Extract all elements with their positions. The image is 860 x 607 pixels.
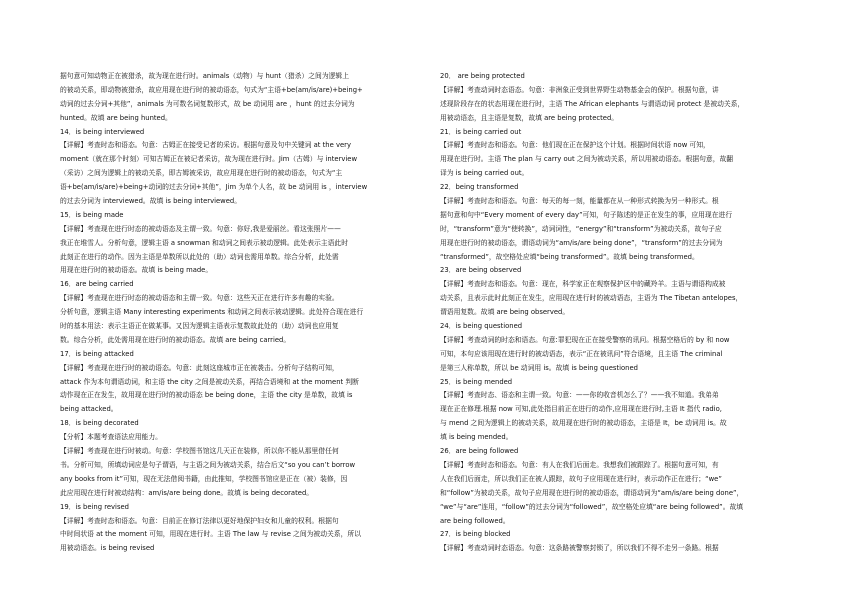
right-column-text-line: 26．are being followed: [440, 447, 519, 456]
left-column-text-line: 分析句意，逻辑主语 Many interesting experiments 和动词之间表示被动逻辑。此处符合现在进行: [60, 308, 364, 317]
left-column-text-line: 的过去分词为 interviewed。故填 is being interviewed。: [60, 197, 242, 206]
right-column-text-line: 可知，本句应该用现在进行时的被动语态，表示“正在被讯问”符合语境，且主语 The criminal: [440, 349, 723, 358]
right-column-text-line: 与 mend 之间为逻辑上的被动关系，故用现在进行时的被动语态，主语是 It，be 动词用 is。故: [440, 419, 727, 428]
left-column-text-line: 中时间状语 at the moment 可知，用现在进行时。主语 The law 与 revise 之间为被动关系，所以: [60, 530, 362, 539]
right-column-text-line: 是第三人称单数，所以 be 动词用 is。故填 is being questioned: [440, 363, 638, 372]
right-column-text-line: 22．being transformed: [440, 183, 519, 192]
right-column-text-line: 【详解】考查时态和语态。句意：他们现在正在保护这个计划。根据时间状语 now 可知，: [440, 141, 710, 150]
right-column-text-line: 27．is being blocked: [440, 530, 511, 539]
left-column-text-line: 【详解】考查现在进行时态的被动语态和主谓一致。句意：这些天正在进行许多有趣的实验。: [60, 294, 339, 303]
left-column-text-line: 我正在堆雪人。分析句意，逻辑主语 a snowman 和动词之间表示被动逻辑。此处表示主语此时: [60, 238, 348, 247]
right-column-text-line: 25．is being mended: [440, 377, 513, 386]
right-column-text-line: 20． are being protected: [440, 72, 525, 80]
left-column-text-line: 【详解】考查现在进行时被动。句意：学校图书馆这几天正在装修，所以你不能从那里借任何: [60, 447, 339, 456]
left-column-text-line: 19．is being revised: [60, 502, 129, 511]
right-column-text-line: 23．are being observed: [440, 266, 522, 275]
right-column-text-line: 【详解】考查时态和语态。句意：有人在我们后面走。我想我们被跟踪了。根据句意可知，有: [440, 460, 719, 469]
right-column-text-line: 【详解】考查动词的时态和语态。句意:罪犯现在正在接受警察的讯问。根据空格后的 by 和 now: [440, 335, 730, 344]
left-column-text-line: 此刻正在进行的动作。因为主语是单数所以此处的（助）动词也需用单数。综合分析，此处需: [60, 252, 339, 261]
left-column-text-line: 【详解】考查时态和语态。句意：古姆正在接受记者的采访。根据句意及句中关键词 at the very: [60, 141, 351, 150]
right-column-text-line: “transformed”，故空格处应填“being transformed”。故填 being transformed。: [440, 252, 699, 261]
left-column-text-line: 的被动关系，即动物被猎杀，故应用现在进行时的被动语态，句式为“主语+be(am/is/are)+being+: [60, 85, 363, 94]
left-column-text-line: 用现在进行时的被动语态。故填 is being made。: [60, 266, 213, 275]
left-column-text-line: 据句意可知动物正在被猎杀，故为现在进行时。animals（动物）与 hunt（猎杀）之间为逻辑上: [60, 72, 350, 80]
right-column-text-line: “we”与“are”连用，“follow”的过去分词为“followed”，故空格处应填“are being followed”。故填: [440, 502, 744, 511]
left-column-text-line: moment（就在那个时刻）可知古姆正在被记者采访，故为现在进行时。Jim（古姆）与 interview: [60, 155, 358, 164]
left-column-text-line: hunted。故填 are being hunted。: [60, 113, 172, 122]
left-column-text-line: 17．is being attacked: [60, 349, 134, 358]
right-column-text-line: 【详解】考查动词时态语态。句意：非洲象正受到世界野生动物基金会的保护。根据句意，讲: [440, 85, 719, 94]
right-column-text-line: 用被动语态，且主语是复数，故填 are being protected。: [440, 113, 619, 122]
left-column-text-line: 动作现在正在发生，故用现在进行时的被动语态 be being done，主语 the city 是单数，故填 is: [60, 391, 353, 400]
right-column-text-line: 据句意和句中“Every moment of every day”可知，句子陈述的是正在发生的事，应用现在进行: [440, 210, 733, 219]
right-column: [440, 70, 817, 556]
left-column-text-line: 语+be(am/is/are)+being+动词的过去分词+其他”，Jim 为单个人名，故 be 动词用 is ，interview: [60, 183, 368, 192]
right-column-text-line: 谓语用复数。故填 are being observed。: [440, 308, 570, 317]
right-column-text-line: 【详解】考查时态和语态。句意：每天的每一刻，能量都在从一种形式转换为另一种形式。根: [440, 197, 719, 206]
left-column-text-line: 15．is being made: [60, 210, 124, 219]
right-column-text-line: 填 is being mended。: [440, 433, 513, 442]
left-column-text-line: 用被动语态。is being revised: [60, 544, 155, 553]
right-column-text-line: 24．is being questioned: [440, 322, 523, 331]
left-column-text-line: 【详解】考查现在进行时态的被动语态及主谓一致。句意：你好,我是爱丽丝。看这张照片——: [60, 224, 341, 233]
right-column-text-line: 21．is being carried out: [440, 127, 522, 136]
left-column-text-line: （采访）之间为逻辑上的被动关系，即古姆被采访，故应用现在进行时的被动语态，句式为“主: [60, 169, 343, 178]
right-column-text-line: 动关系，且表示此时此刻正在发生，应用现在进行时的被动语态，主语为 The Tibetan antelopes，: [440, 294, 743, 303]
right-column-text-line: 【详解】考查时态、语态和主谓一致。句意：——你的收音机怎么了？——我不知道。我弟弟: [440, 391, 719, 400]
right-column-text-line: 用现在进行时的被动语态，谓语动词为“am/is/are being done”，“transform”的过去分词为: [440, 238, 723, 247]
right-column-text-line: 现在正在修理.根据 now 可知,此处指目前正在进行的动作,应用现在进行时,主语 It 指代 radio,: [440, 405, 722, 414]
left-column-text-line: 书。分析可知，所填动词应是句子谓语，与主语之间为被动关系，结合后文“so you can’t borrow: [60, 460, 356, 469]
left-column-text-line: attack 作为本句谓语动词，和主语 the city 之间是被动关系，再结合语境和 at the moment 判断: [60, 377, 359, 386]
left-column-text-line: 【详解】考查时态和语态。句意：目前正在修订法律以更好地保护妇女和儿童的权利。根据句: [60, 516, 339, 525]
right-column-text-line: 人在我们后面走，所以我们正在被人跟踪，故句子应用现在进行时，表示动作正在进行；“we”: [440, 474, 722, 483]
left-column-text-line: 【分析】本题考查语法应用能力。: [60, 433, 162, 442]
left-column-text-line: 数。综合分析，此处需用现在进行时的被动语态。故填 are being carried。: [60, 335, 291, 344]
left-column: [60, 70, 437, 556]
right-column-text-line: 译为 is being carried out。: [440, 169, 529, 178]
right-column-text-line: 时，“transform”意为“使转换”，动词词性，“energy”和“transform”为被动关系，故句子应: [440, 224, 722, 233]
left-column-text-line: 此应用现在进行时被动结构：am/is/are being done。故填 is being decorated。: [60, 488, 314, 497]
left-column-text-line: 【详解】考查现在进行时的被动语态。句意：此刻这座城市正在被袭击。分析句子结构可知，: [60, 363, 339, 372]
left-column-text-line: any books from it”可知，现在无法借阅书籍，由此推知，学校图书馆应是正在（被）装修，因: [60, 474, 348, 483]
left-column-text-line: 16．are being carried: [60, 280, 134, 289]
left-column-text-line: 14．is being interviewed: [60, 127, 145, 136]
right-column-text-line: 用现在进行时。主语 The plan 与 carry out 之间为被动关系，所以用被动语态。根据句意，故翻: [440, 155, 734, 164]
left-column-text-line: 18．is being decorated: [60, 419, 139, 428]
right-column-text-line: 【详解】考查动词时态语态。句意：这条路被警察封锁了，所以我们不得不走另一条路。根据: [440, 544, 719, 553]
right-column-text-line: 【详解】考查时态和语态。句意：现在，科学家正在观察保护区中的藏羚羊。主语与谓语构成被: [440, 280, 726, 289]
left-column-text-line: 动词的过去分词+其他”，animals 为可数名词复数形式，故 be 动词用 are ，hunt 的过去分词为: [60, 99, 355, 108]
right-column-text-line: 和“follow”为被动关系，故句子应用现在进行时的被动语态，谓语动词为“am/is/are being done”，: [440, 488, 744, 497]
right-column-text-line: are being followed。: [440, 516, 510, 525]
right-column-text-line: 述现阶段存在的状态用现在进行时，主语 The African elephants 与谓语动词 protect 是被动关系，: [440, 99, 745, 108]
left-column-text-line: 时的基本用法：表示主语正在做某事。又因为逻辑主语表示复数故此处的（助）动词也应用复: [60, 322, 339, 331]
left-column-text-line: being attacked。: [60, 405, 118, 414]
